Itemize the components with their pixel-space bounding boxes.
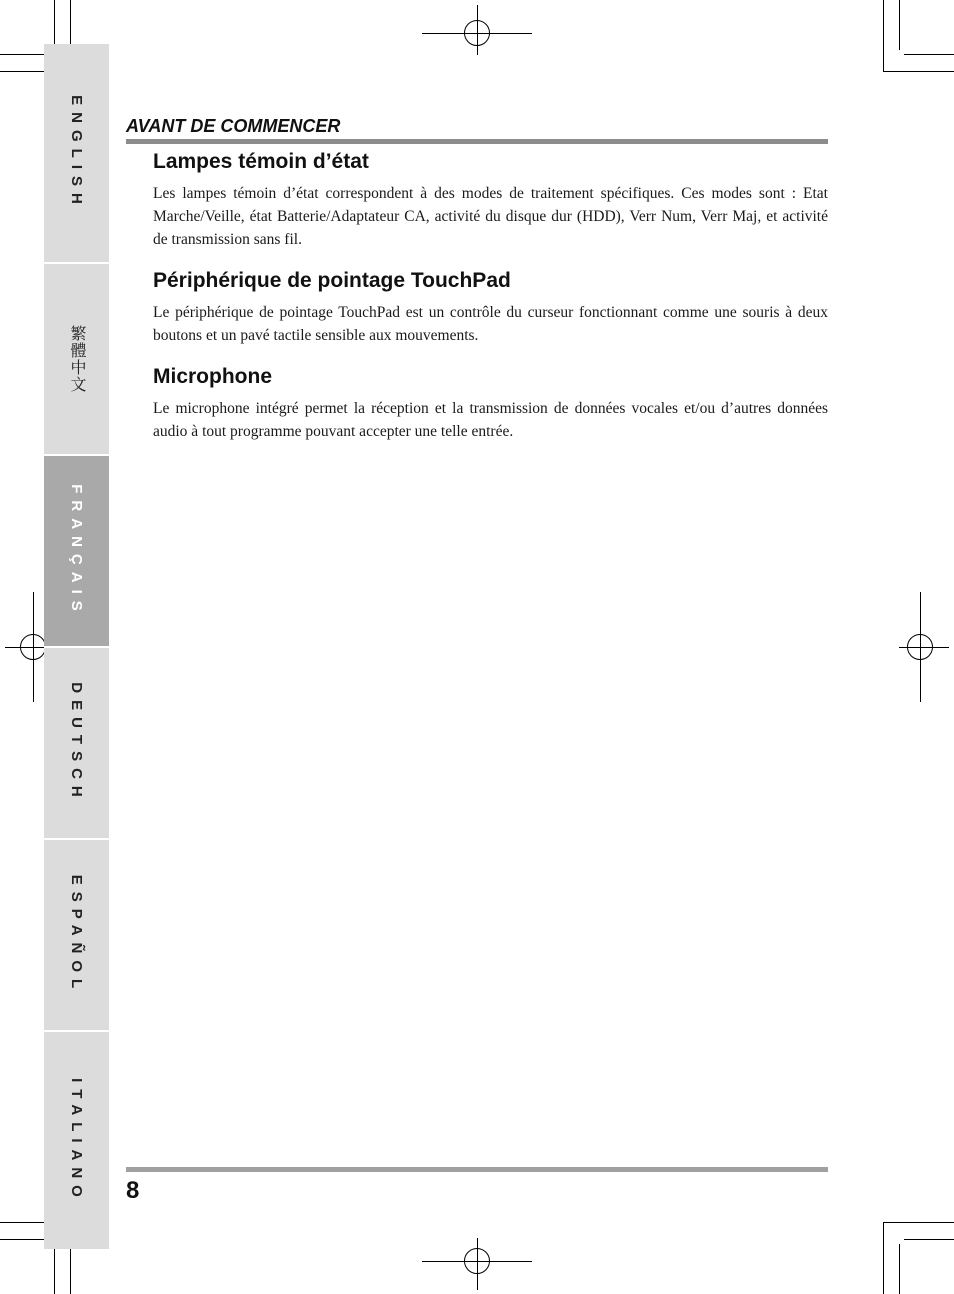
crop-mark [883,1222,884,1294]
section-heading: Microphone [153,365,272,388]
crop-mark [904,54,954,55]
footer-rule [126,1167,828,1172]
tab-english[interactable] [44,44,109,264]
section-body: Le périphérique de pointage TouchPad est un contrôle du curseur fonctionnant comme une souris à deux boutons et un pavé tactile sensible aux mouvements. [153,304,828,344]
tab-label: DEUTSCH [68,682,85,804]
section-body: Les lampes témoin d’état correspondent à des modes de traitement spécifiques. Ces modes sont : Etat Marche/Veille, état Batterie/Adaptateur CA, activité du disque dur (HDD), Verr Num, Verr Maj, et activité de transmission sans fil. [153,185,828,248]
tab-label: ESPAÑOL [68,874,85,996]
crop-mark [899,1244,900,1294]
crop-mark [54,0,55,50]
crop-mark [904,1239,954,1240]
registration-circle [464,1248,490,1274]
section-status-lamps [153,150,828,251]
section-body: Le microphone intégré permet la réception et la transmission de données vocales et/ou d’autres données audio à tout programme pouvant accepter une telle entrée. [153,400,828,440]
tab-francais[interactable] [44,456,109,648]
tab-label: ENGLISH [68,95,85,211]
language-tabs [44,44,109,1249]
crop-mark [883,1222,954,1223]
tab-label: 繁體中文 [68,325,85,393]
page-number: 8 [126,1177,140,1204]
section-microphone [153,365,828,443]
section-touchpad [153,269,828,347]
registration-circle [907,634,933,660]
section-heading: Lampes témoin d’état [153,150,369,173]
header-rule [126,139,828,144]
crop-mark [883,71,954,72]
page-content [153,150,828,461]
tab-deutsch[interactable] [44,648,109,840]
tab-italiano[interactable] [44,1032,109,1249]
tab-traditional-chinese[interactable] [44,264,109,456]
crop-mark [883,0,884,72]
crop-mark [0,1239,50,1240]
crop-mark [54,1244,55,1294]
tab-label: FRANÇAIS [68,484,85,618]
tab-espanol[interactable] [44,840,109,1032]
registration-circle [20,634,46,660]
section-heading: Périphérique de pointage TouchPad [153,269,511,292]
crop-mark [899,0,900,50]
crop-mark [0,54,50,55]
section-header: AVANT DE COMMENCER [126,116,341,136]
tab-label: ITALIANO [68,1077,85,1204]
registration-circle [464,20,490,46]
